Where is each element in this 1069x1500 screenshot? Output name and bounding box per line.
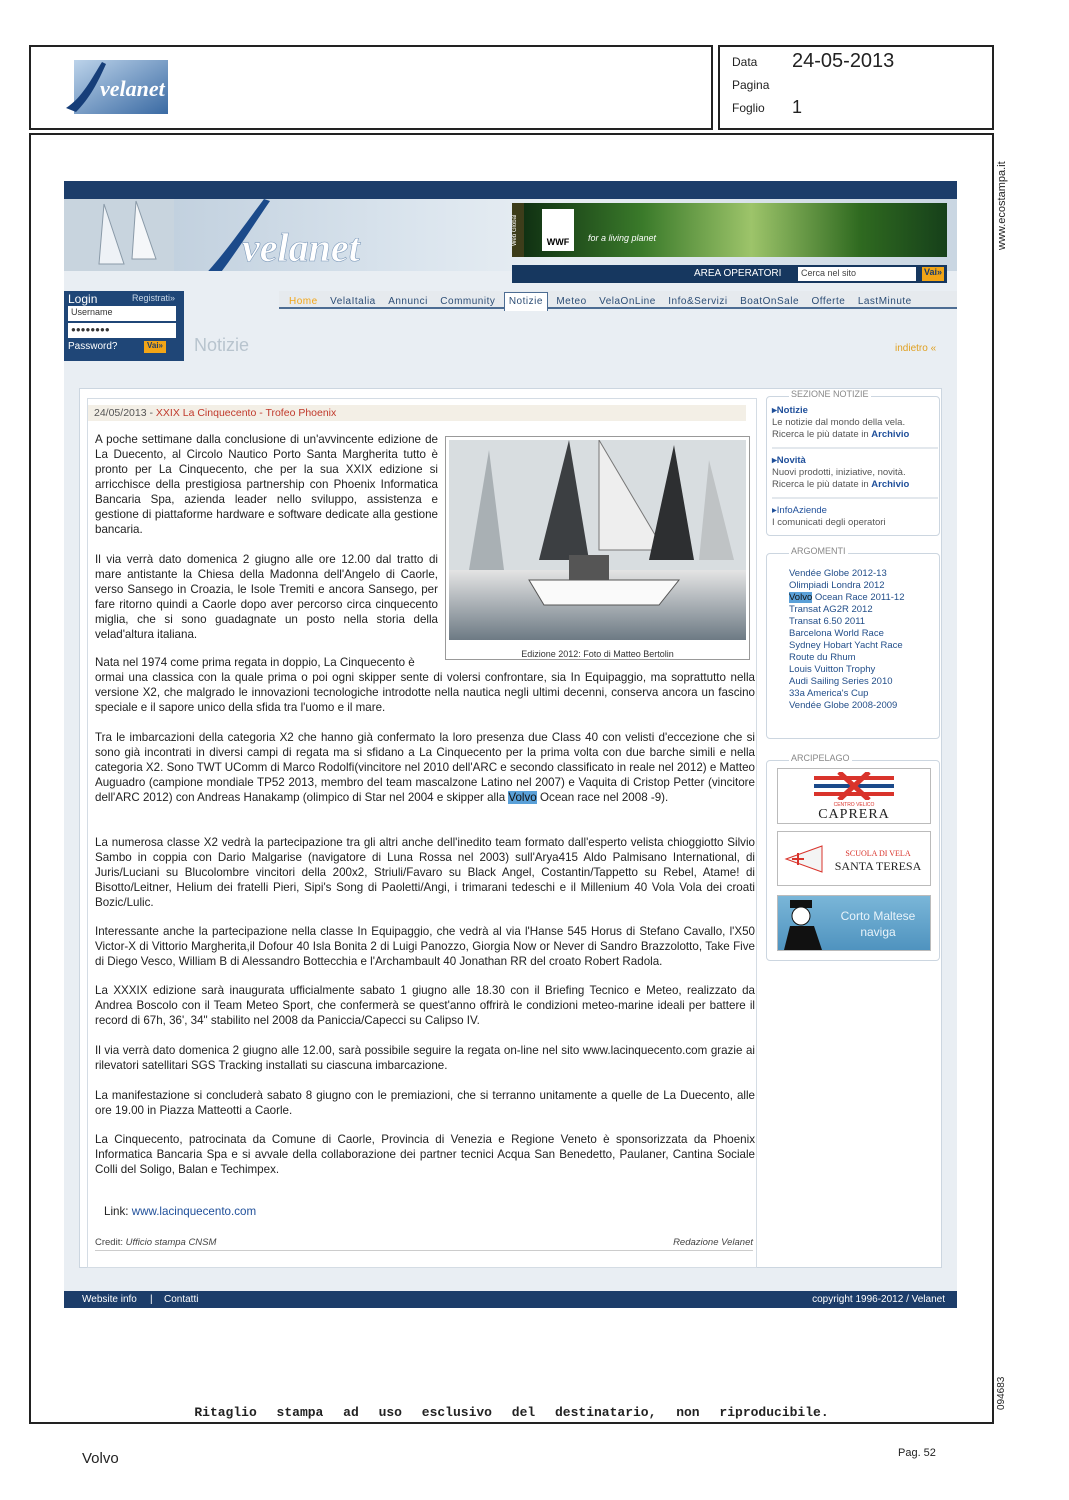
paragraph-4-text: Tra le imbarcazioni della categoria X2 che hanno già confermato la loro presenza due Class 40 con velisti d'eccezione che si sono già incontrati in diversi campi di regata ma si sfidano a La Cinquecento per la prima volta con due barche simili e nella categoria X2. Sono TWT UComm di Marco Rodolfi(vincitore nel 2010 dell'ARC e secondo classificato in reale nel 2012) e Matteo Auguadro (campione mondiale TP52 2013, membro del team mascalzone Latino nel 2007) e Vaquita di Cristop Petter (vincitore dell'ARC 2012) con Andreas Hanakamp (olimpico di Star nel 2004 e skipper alla	[95, 731, 755, 804]
sezione-title: SEZIONE NOTIZIE	[791, 389, 869, 399]
content-area	[79, 388, 942, 1268]
copyright: copyright 1996-2012 / Velanet	[812, 1294, 945, 1305]
arcipelago-box	[766, 753, 940, 961]
argomento-item[interactable]: Route du Rhum	[789, 652, 856, 663]
password-recover-link[interactable]: Password?	[68, 341, 118, 352]
article-title: XXIX La Cinquecento - Trofeo Phoenix	[155, 407, 337, 419]
argomento-item[interactable]: Transat 6.50 2011	[789, 616, 866, 627]
wwf-tagline: for a living planet	[588, 233, 657, 243]
paragraph-1: A poche settimane dalla conclusione di un'avvincente edizione de La Duecento, al Circolo Nautico Porto Santa Margherita tutto è pronto per La Cinquecento, che per la sua XXIX edizione si arricchisce della prestigiosa partnership con Phoenix Informatica Bancaria Spa, azienda leader nello sviluppo, assistenza e gestione di piattaforme hardware e software dedicate alla gestione bancaria.	[95, 433, 438, 536]
article-header	[88, 405, 746, 421]
velanet-logo	[62, 58, 168, 116]
notizie-link[interactable]: ▸Notizie	[772, 405, 808, 416]
sailboat-photo	[449, 440, 746, 640]
nav-community[interactable]: Community	[440, 296, 496, 307]
credit-label: Credit:	[95, 1237, 123, 1248]
header-right-box	[718, 45, 994, 130]
argomento-item[interactable]: Barcelona World Race	[789, 628, 884, 639]
search-button[interactable]: Vai»	[922, 267, 944, 281]
register-link[interactable]: Registrati»	[132, 293, 176, 303]
data-value: 24-05-2013	[792, 50, 895, 72]
caprera-small: CENTRO VELICO	[833, 802, 875, 808]
nav-velaonline[interactable]: VelaOnLine	[599, 296, 656, 307]
paragraph-10: La Cinquecento, patrocinata da Comune di Caorle, Provincia di Venezia e Regione Veneto è sponsorizzata da Phoenix Informatica Bancaria Spa e si avvale della collaborazione dei partner tecnici Acqua San Benedetto, Paulaner, Cantina Sociale Colli del Soligo, Balan e Techimpex.	[95, 1133, 755, 1176]
argomento-item[interactable]: 33a America's Cup	[789, 688, 869, 699]
argomento-item[interactable]: Vendée Globe 2008-2009	[789, 700, 898, 711]
santa-teresa-flag-icon	[784, 844, 824, 874]
login-panel	[64, 291, 184, 361]
banner	[64, 199, 957, 279]
notizie-archivio: Ricerca le più datate in Archivio	[772, 429, 910, 440]
article-link	[104, 1205, 256, 1218]
corto-maltese-figure-icon	[780, 898, 826, 950]
site-logo-text: velanet	[242, 225, 360, 270]
nav-annunci[interactable]: Annunci	[388, 296, 428, 307]
nav-home[interactable]: Home	[289, 296, 318, 307]
area-operatori-bar	[512, 265, 947, 283]
side-url: www.ecostampa.it	[996, 161, 1008, 250]
caprera-text: CAPRERA	[818, 807, 890, 822]
nav-info-servizi[interactable]: Info&Servizi	[668, 296, 728, 307]
wwf-side: Web Global	[512, 203, 524, 257]
username-input[interactable]: Username	[68, 306, 176, 321]
archivio-link-2[interactable]: Archivio	[871, 479, 910, 490]
corto-maltese-banner[interactable]	[777, 895, 931, 951]
paragraph-7: La XXXIX edizione sarà inaugurata ufficialmente sabato 1 giugno alle 18.30 con il Briefing Tecnico e Meteo, realizzato da Andrea Boscolo con il Team Meteo Sport, che confermerà se quest'anno offrirà le condizioni meteo-marine ideali per battere il record di 67h, 36', 34" stabilito nel 2008 da Paniccia/Capecci su Calipso IV.	[95, 984, 755, 1027]
paragraph-9: La manifestazione si concluderà sabato 8 giugno con le premiazioni, che si terranno unitamente a quelle de La Duecento, alle ore 19.00 in Piazza Matteotti a Caorle.	[95, 1089, 755, 1117]
paragraph-5: La numerosa classe X2 vedrà la partecipazione tra gli altri anche dell'inedito team formato dall'esperto velista chioggiotto Silvio Sambo in coppia con Dario Malgarise (navigatore di Luna Rossa nel 2003) sull'Arya415 Aldo Palmisano International, di Juris/Luciani su Blucolombre vincitori della 200x2, Striuli/Favaro su Black Angel, Costantin/Tappetto su Rebel, Atame! di Bisotto/Leitner, Helium dei fratelli Pieri, Sipi's Song di Paoletti/Angi, i trimarani tedeschi e il Millenium 40 Vola Vola dei croati Bozic/Lulic.	[95, 836, 755, 909]
pagina-label: Pagina	[732, 78, 770, 92]
argomenti-title: ARGOMENTI	[791, 546, 846, 556]
paragraph-8: Il via verrà dato domenica 2 giugno alle 12.00, sarà possibile seguire la regata on-line nel sito www.lacinquecento.com grazie ai rilevatori satellitari SGS Tracking installati su ciascuna imbarcazione.	[95, 1044, 755, 1072]
paragraph-2: Il via verrà dato domenica 2 giugno alle ore 12.00 dal tratto di mare antistante la Chiesa della Madonna dell'Angelo di Caorle, verso Sansego in Croazia, le Isole Tremiti e ancora Sansego, per fare ritorno quindi a Caorle dopo aver percorso circa cinquecento miglia, che si sono guadagnate un posto nella storia della velad'altura italiana.	[95, 553, 438, 641]
caprera-banner[interactable]	[777, 768, 931, 824]
paragraph-3: ormai una classica con la quale prima o poi ogni skipper sente di volersi confrontare, sia In Equipaggio, ma soprattutto nella versione X2, che malgrado le innovazioni tecnologiche introdotte nella nautica negli ultimi decenni, conserva ancora un fascino speciale e il sapore unico della sfida tra l'uomo e il mare.	[95, 671, 755, 714]
area-operatori-link[interactable]: AREA OPERATORI	[694, 268, 782, 279]
argomenti-box	[766, 546, 940, 739]
santa-text: SANTA TERESA	[834, 859, 922, 873]
sezione-notizie-box	[766, 389, 940, 536]
novita-desc: Nuovi prodotti, iniziative, novità.	[772, 467, 906, 478]
arcipelago-title: ARCIPELAGO	[791, 753, 850, 763]
argomento-item[interactable]: Audi Sailing Series 2010	[789, 676, 893, 687]
article-sep: -	[146, 407, 156, 419]
redazione: Redazione Velanet	[673, 1237, 753, 1248]
site-footer	[64, 1291, 957, 1308]
paragraph-6: Interessante anche la partecipazione nella classe In Equipaggio, che vedrà al via l'Hanse 545 Horus di Stefano Cavallo, l'X50 Victor-X di Vittorio Margherita,il Dofour 40 Isla Bonita 2 di Luigi Panozzo, Giorgia Now or Never di Sandro Brazzolotto, Take Five di Diego Vesco, William B di Alessandro Bottecchia e l'Archambault 40 Jonathan RR del croato Robert Radola.	[95, 925, 755, 968]
footer-page: Pag. 52	[898, 1447, 936, 1459]
argomento-item[interactable]: Sydney Hobart Yacht Race	[789, 640, 903, 651]
banner-logo	[64, 199, 484, 271]
credit-line	[95, 1237, 753, 1251]
nav-notizie[interactable]: Notizie	[504, 292, 548, 311]
nav-boatonsale[interactable]: BoatOnSale	[740, 296, 800, 307]
password-input[interactable]: ●●●●●●●●	[68, 323, 176, 338]
paragraph-4	[95, 730, 755, 805]
argomento-item[interactable]: Louis Vuitton Trophy	[789, 664, 876, 675]
archivio-link[interactable]: Archivio	[871, 429, 910, 440]
velanet-page	[64, 181, 957, 1308]
infoaziende-link[interactable]: ▸InfoAziende	[772, 505, 827, 516]
top-bar	[64, 181, 957, 199]
foglio-label: Foglio	[732, 101, 765, 115]
side-code: 094683	[996, 1376, 1007, 1410]
back-link[interactable]: indietro «	[895, 343, 937, 354]
argomento-item[interactable]: Volvo Ocean Race 2011-12	[789, 592, 905, 603]
paragraph-3-start: Nata nel 1974 come prima regata in doppio, La Cinquecento è	[95, 656, 415, 669]
credit-value: Ufficio stampa CNSM	[125, 1237, 217, 1248]
nav-lastminute[interactable]: LastMinute	[857, 296, 912, 307]
footer-sep: |	[150, 1294, 153, 1305]
volvo-highlight: Volvo	[508, 791, 537, 804]
caprera-logo-icon	[814, 772, 894, 800]
login-title: Login	[68, 292, 98, 306]
data-label: Data	[732, 55, 758, 69]
footer-keyword: Volvo	[82, 1450, 119, 1467]
argomento-item[interactable]: Transat AG2R 2012	[789, 604, 873, 615]
infoaziende-desc: I comunicati degli operatori	[772, 517, 886, 528]
link-url[interactable]: www.lacinquecento.com	[131, 1205, 257, 1218]
main-nav	[279, 291, 957, 309]
contatti-link[interactable]: Contatti	[164, 1294, 199, 1305]
wwf-panda-icon: WWF	[542, 209, 574, 251]
corto-text: Corto Maltese naviga	[840, 909, 916, 939]
paragraph-4-end: Ocean race nel 2008 -9).	[540, 791, 669, 804]
nav-offerte[interactable]: Offerte	[811, 296, 846, 307]
notizie-desc: Le notizie dal mondo della vela.	[772, 417, 906, 428]
logo-text: velanet	[100, 76, 165, 101]
article-date: 24/05/2013	[94, 407, 147, 419]
search-input[interactable]: Cerca nel sito	[798, 267, 916, 281]
wwf-banner[interactable]	[512, 203, 947, 257]
nav-velaitalia[interactable]: VelaItalia	[330, 296, 376, 307]
article	[87, 398, 757, 1268]
website-info-link[interactable]: Website info	[82, 1294, 137, 1305]
photo-caption: Edizione 2012: Foto di Matteo Bertolin	[521, 649, 674, 659]
login-button[interactable]: Vai»	[144, 341, 166, 353]
argomento-item[interactable]: Vendée Globe 2012-13	[789, 568, 887, 579]
ritaglio-notice: Ritaglio stampa ad uso esclusivo del destinatario, non riproducibile.	[194, 1405, 829, 1420]
novita-archivio: Ricerca le più datate in Archivio	[772, 479, 910, 490]
link-label: Link:	[104, 1205, 129, 1218]
article-photo	[445, 436, 750, 660]
page-title: Notizie	[194, 335, 250, 355]
santa-small: SCUOLA DI VELA	[845, 849, 911, 858]
santa-teresa-banner[interactable]	[777, 831, 931, 886]
novita-link[interactable]: ▸Novità	[772, 455, 806, 466]
argomento-item[interactable]: Olimpiadi Londra 2012	[789, 580, 885, 591]
foglio-value: 1	[792, 97, 803, 117]
nav-meteo[interactable]: Meteo	[556, 296, 587, 307]
